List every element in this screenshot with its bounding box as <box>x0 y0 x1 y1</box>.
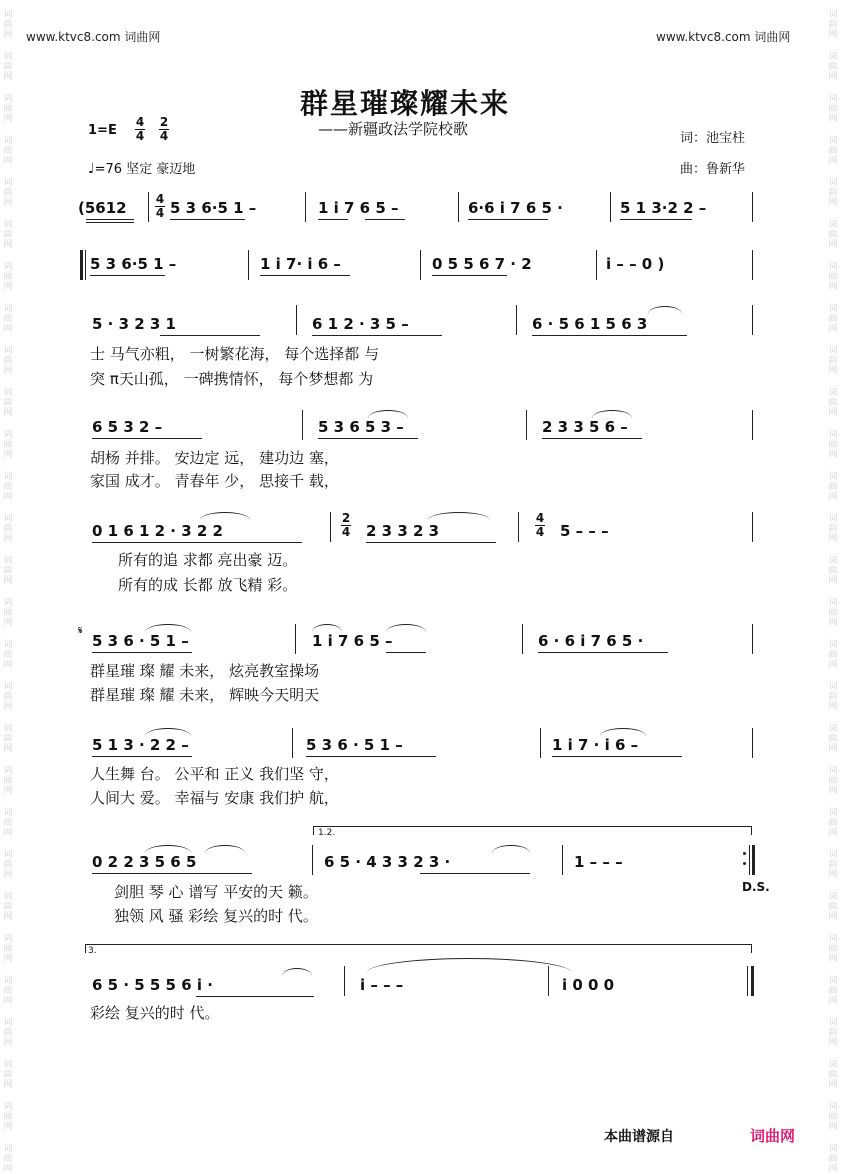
lyricist-credit: 词：池宝柱 <box>680 131 746 146</box>
notes-r3-m2: 6 · 5 6 1 5 6 3 <box>532 315 648 333</box>
notes-r7-m2: 1 i 7 · i 6 – <box>552 736 639 754</box>
notes-r6-m1: 1 i 7 6 5 – <box>312 632 393 650</box>
watermark-text: 词曲网 <box>3 808 13 838</box>
watermark-text: 词曲网 <box>3 472 13 502</box>
watermark-text: 词曲网 <box>828 850 838 880</box>
watermark-text: 词曲网 <box>828 220 838 250</box>
notes-r4-m0: 6 5 3 2 – <box>92 418 163 436</box>
watermark-text: 词曲网 <box>828 598 838 628</box>
watermark-text: 词曲网 <box>828 1018 838 1048</box>
notes-r3-m0: 5 · 3 2 3 1 <box>92 315 176 333</box>
watermark-text: 词曲网 <box>828 262 838 292</box>
watermark-text: 词曲网 <box>828 640 838 670</box>
watermark-text: 词曲网 <box>3 178 13 208</box>
lyrics-r8-verse2: 独领 风 骚 彩绘 复兴的时 代。 <box>114 907 318 925</box>
lyrics-r3-verse1: 士 马气亦粗， 一树繁花海， 每个选择都 与 <box>90 345 380 363</box>
watermark-text: 词曲网 <box>3 262 13 292</box>
time-sig-r1: 4 4 <box>155 192 165 220</box>
watermark-text: 词曲网 <box>3 976 13 1006</box>
lyrics-r5-verse2: 所有的成 长都 放飞精 彩。 <box>118 576 298 594</box>
notes-r5-m2: 5 – – – <box>560 522 609 540</box>
footer-brand-link[interactable]: 词曲网 <box>750 1127 796 1145</box>
composer-credit: 曲：鲁新华 <box>680 162 746 177</box>
notes-r1-m4: 5 1 3·2 2 – <box>620 199 707 217</box>
watermark-text: 词曲网 <box>3 850 13 880</box>
song-subtitle: ——新疆政法学院校歌 <box>318 120 469 138</box>
time-sig-r5a: 2 4 <box>341 511 351 539</box>
watermark-right-column <box>827 0 841 1172</box>
notes-r7-m0: 5 1 3 · 2 2 – <box>92 736 189 754</box>
notes-r1-m3: 6·6 i 7 6 5 · <box>468 199 563 217</box>
notes-r3-m1: 6 1 2 · 3 5 – <box>312 315 409 333</box>
watermark-text: 词曲网 <box>828 388 838 418</box>
watermark-text: 词曲网 <box>828 1144 838 1174</box>
watermark-text: 词曲网 <box>3 1144 13 1174</box>
watermark-text: 词曲网 <box>3 94 13 124</box>
ds-marking: D.S. <box>742 880 770 894</box>
watermark-left-column <box>2 0 16 1172</box>
volta-label-3: 3. <box>88 946 97 956</box>
watermark-text: 词曲网 <box>3 724 13 754</box>
notes-r9-m2: i 0 0 0 <box>562 976 615 994</box>
watermark-text: 词曲网 <box>3 52 13 82</box>
segno-icon: 𝄋 <box>78 624 83 637</box>
watermark-text: 词曲网 <box>3 10 13 40</box>
notes-r6-m2: 6 · 6 i 7 6 5 · <box>538 632 644 650</box>
key-signature: 1=E <box>88 123 117 138</box>
watermark-text: 词曲网 <box>828 178 838 208</box>
notes-r4-m2: 2 3 3 5 6 – <box>542 418 628 436</box>
site-url-left[interactable]: www.ktvc8.com 词曲网 <box>26 30 161 44</box>
watermark-text: 词曲网 <box>3 682 13 712</box>
watermark-text: 词曲网 <box>828 1060 838 1090</box>
notes-r1-m0: (5612 <box>78 199 127 217</box>
volta-bracket-1 <box>313 826 752 835</box>
time-sig-r5b: 4 4 <box>535 511 545 539</box>
notes-r7-m1: 5 3 6 · 5 1 – <box>306 736 403 754</box>
lyrics-r8-verse1: 剑胆 琴 心 谱写 平安的天 籁。 <box>114 883 318 901</box>
watermark-text: 词曲网 <box>828 934 838 964</box>
lyrics-r4-verse2: 家国 成才。 青春年 少， 思接千 载， <box>90 472 339 490</box>
notes-r8-m2: 1 – – – <box>574 853 623 871</box>
watermark-text: 词曲网 <box>3 388 13 418</box>
lyrics-r5-verse1: 所有的追 求都 亮出豪 迈。 <box>118 551 298 569</box>
watermark-text: 词曲网 <box>828 1102 838 1132</box>
watermark-text: 词曲网 <box>828 94 838 124</box>
watermark-text: 词曲网 <box>828 52 838 82</box>
time-signature-1: 4 4 <box>135 115 145 143</box>
watermark-text: 词曲网 <box>3 640 13 670</box>
notes-r9-m1: i – – – <box>360 976 404 994</box>
watermark-text: 词曲网 <box>828 724 838 754</box>
watermark-text: 词曲网 <box>3 598 13 628</box>
watermark-text: 词曲网 <box>3 1102 13 1132</box>
notes-r2-m1: 1 i 7· i 6 – <box>260 255 341 273</box>
watermark-text: 词曲网 <box>828 10 838 40</box>
notes-r2-m3: i – – 0 ) <box>606 255 665 273</box>
watermark-text: 词曲网 <box>828 556 838 586</box>
quarter-note-icon: ♩ <box>88 161 95 177</box>
watermark-text: 词曲网 <box>3 1060 13 1090</box>
notes-r1-m1: 5 3 6·5 1 – <box>170 199 257 217</box>
notes-r2-m0: 5 3 6·5 1 – <box>90 255 177 273</box>
watermark-text: 词曲网 <box>3 556 13 586</box>
watermark-text: 词曲网 <box>828 892 838 922</box>
watermark-text: 词曲网 <box>828 682 838 712</box>
notes-r9-m0: 6 5 · 5 5 5 6 i · <box>92 976 213 994</box>
time-signature-2: 2 4 <box>159 115 169 143</box>
watermark-text: 词曲网 <box>828 304 838 334</box>
lyrics-r7-verse2: 人间大 爱。 幸福与 安康 我们护 航， <box>90 789 339 807</box>
watermark-text: 词曲网 <box>3 892 13 922</box>
watermark-text: 词曲网 <box>828 472 838 502</box>
notes-r5-m0: 0 1 6 1 2 · 3 2 2 <box>92 522 223 540</box>
notes-r2-m2: 0 5 5 6 7 · 2 <box>432 255 532 273</box>
notes-r4-m1: 5 3 6 5 3 – <box>318 418 404 436</box>
watermark-text: 词曲网 <box>828 514 838 544</box>
watermark-text: 词曲网 <box>828 808 838 838</box>
lyrics-r6-verse2: 群星璀 璨 耀 未来， 辉映今天明天 <box>90 686 320 704</box>
notes-r8-m0: 0 2 2 3 5 6 5 <box>92 853 197 871</box>
site-url-right[interactable]: www.ktvc8.com 词曲网 <box>656 30 791 44</box>
lyrics-r3-verse2: 突 π天山孤， 一碑携情怀， 每个梦想都 为 <box>90 370 374 388</box>
tempo-marking: ♩=76 坚定 豪迈地 <box>88 161 196 177</box>
lyrics-r9-verse1: 彩绘 复兴的时 代。 <box>90 1004 220 1022</box>
watermark-text: 词曲网 <box>828 766 838 796</box>
notes-r8-m1: 6 5 · 4 3 3 2 3 · <box>324 853 451 871</box>
watermark-text: 词曲网 <box>3 514 13 544</box>
watermark-text: 词曲网 <box>828 430 838 460</box>
watermark-text: 词曲网 <box>3 766 13 796</box>
lyrics-r4-verse1: 胡杨 并排。 安边定 远， 建功边 塞， <box>90 449 339 467</box>
watermark-text: 词曲网 <box>3 304 13 334</box>
lyrics-r6-verse1: 群星璀 璨 耀 未来， 炫亮教室操场 <box>90 662 320 680</box>
watermark-text: 词曲网 <box>3 346 13 376</box>
watermark-text: 词曲网 <box>3 1018 13 1048</box>
watermark-text: 词曲网 <box>828 976 838 1006</box>
watermark-text: 词曲网 <box>3 934 13 964</box>
volta-bracket-3 <box>85 944 752 953</box>
lyrics-r7-verse1: 人生舞 台。 公平和 正义 我们坚 守， <box>90 765 339 783</box>
notes-r1-m2: 1 i 7 6 5 – <box>318 199 399 217</box>
volta-label-1: 1.2. <box>318 828 336 838</box>
watermark-text: 词曲网 <box>828 346 838 376</box>
footer-source-text: 本曲谱源自 <box>604 1129 674 1145</box>
watermark-text: 词曲网 <box>3 136 13 166</box>
watermark-text: 词曲网 <box>3 430 13 460</box>
song-title: 群星璀璨耀未来 <box>300 87 511 120</box>
watermark-text: 词曲网 <box>828 136 838 166</box>
watermark-text: 词曲网 <box>3 220 13 250</box>
notes-r5-m1: 2 3 3 2 3 <box>366 522 440 540</box>
notes-r6-m0: 5 3 6 · 5 1 – <box>92 632 189 650</box>
